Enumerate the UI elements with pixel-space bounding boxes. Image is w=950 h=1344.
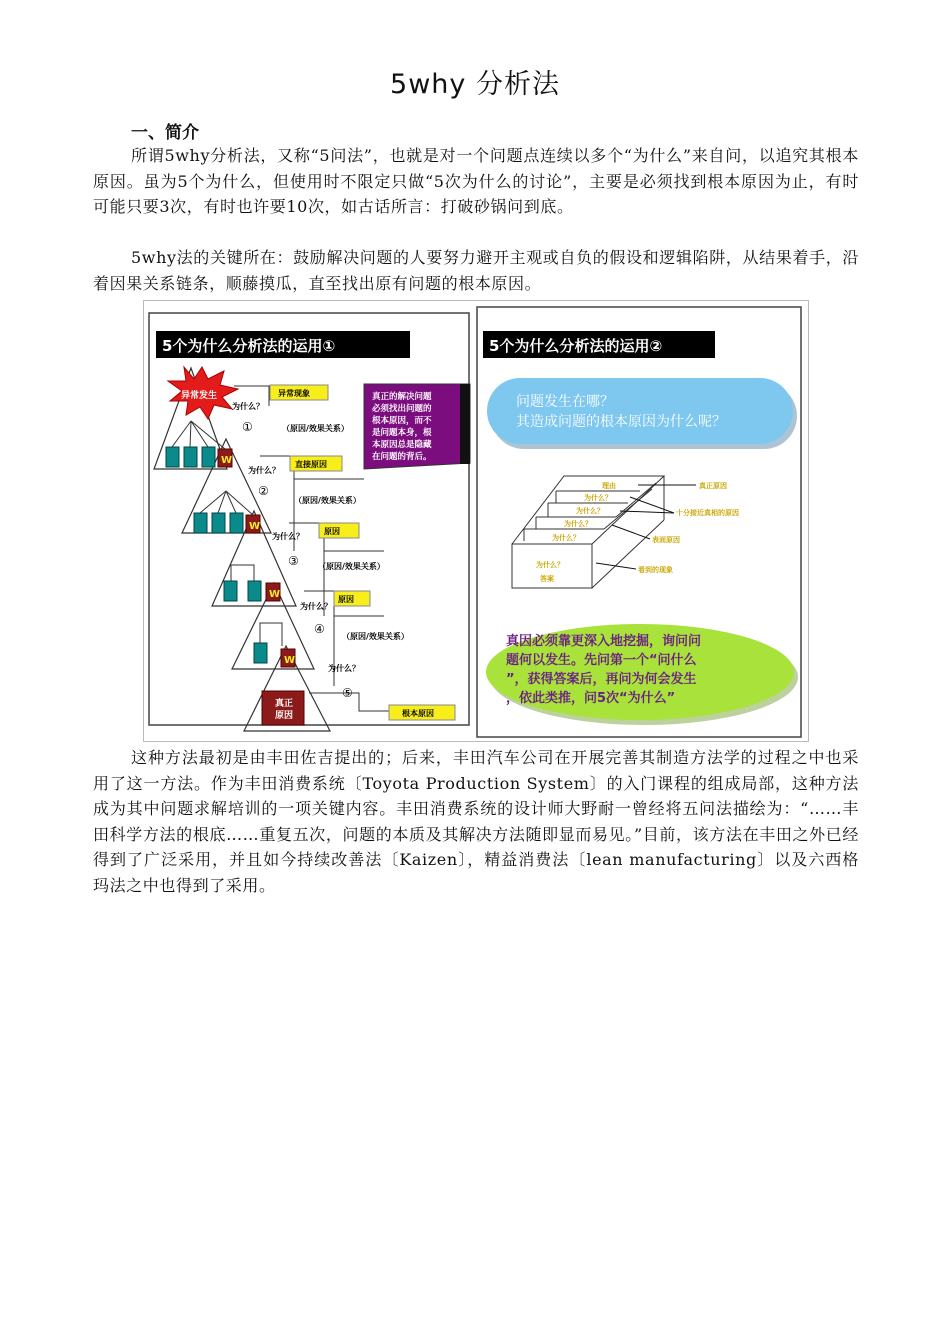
svg-text:根本原因: 根本原因 [402,709,434,718]
svg-text:在问题的背后。: 在问题的背后。 [372,452,432,462]
svg-text:其造成问题的根本原因为什么呢？: 其造成问题的根本原因为什么呢？ [516,414,726,430]
svg-text:问题发生在哪？: 问题发生在哪？ [516,394,614,410]
svg-text:原因: 原因 [324,527,340,536]
svg-text:（原因/效果关系）: （原因/效果关系） [282,424,349,433]
svg-text:根本原因，而不: 根本原因，而不 [372,416,432,426]
page-title: 5why 分析法 [390,69,560,100]
svg-text:十分接近真相的原因: 十分接近真相的原因 [676,509,739,517]
question-cloud [487,378,793,444]
svg-text:题何以发生。先问第一个“问什么: 题何以发生。先问第一个“问什么 [506,653,697,668]
svg-text:W: W [249,521,261,532]
svg-text:为什么？: 为什么？ [328,664,360,673]
right-title: 5个为什么分析法的运用② [489,337,663,355]
paragraph-history: 这种方法最初是由丰田佐吉提出的；后来，丰田汽车公司在开展完善其制造方法学的过程之中也采用了这一方法。作为丰田消费系统〔Toyota Production System〕的入门课程的组成局部，这种方法成为其中问题求解培训的一项关键内容。丰田消费系统的设计师大野耐一曾经将五问法描绘为：“……丰田科学方法的根底……重复五次，问题的本质及其解决方法随即显而易见。”目前，该方法在丰田之外已经得到了广泛采用，并且如今持续改善法〔Kaizen〕，精益消费法〔lean manufacturing〕以及六西格玛法之中也得到了采用。 [93,748,859,895]
section-heading: 一、简介 [131,123,199,143]
svg-text:直接原因: 直接原因 [295,460,327,469]
svg-text:①: ① [242,420,253,434]
svg-text:为什么？: 为什么？ [232,402,264,411]
svg-text:答案: 答案 [540,575,554,583]
svg-text:真正原因: 真正原因 [699,482,727,490]
svg-text:W: W [284,655,296,666]
five-why-figure [143,300,809,742]
svg-text:W: W [221,455,233,466]
svg-text:本原因总是隐藏: 本原因总是隐藏 [372,440,432,450]
svg-text:是问题本身，根: 是问题本身，根 [372,428,432,438]
svg-text:④: ④ [314,622,325,636]
svg-text:为什么？: 为什么？ [536,561,564,569]
svg-text:②: ② [258,484,269,498]
svg-text:W: W [269,589,281,600]
svg-text:⑤: ⑤ [342,686,353,700]
svg-text:原因: 原因 [338,595,354,604]
paragraph-key: 5why法的关键所在：鼓励解决问题的人要努力避开主观或自负的假设和逻辑陷阱，从结果着手，沿着因果关系链条，顺藤摸瓜，直至找出原有问题的根本原因。 [93,248,859,293]
svg-text:为什么？: 为什么？ [564,520,592,528]
svg-text:”，获得答案后，再问为何会发生: ”，获得答案后，再问为何会发生 [506,672,697,687]
svg-text:为什么？: 为什么？ [576,507,604,515]
svg-text:为什么？: 为什么？ [552,534,580,542]
svg-text:为什么？: 为什么？ [248,466,280,475]
burst-label: 异常发生 [181,391,218,401]
paragraph-intro: 所谓5why分析法，又称“5问法”，也就是对一个问题点连续以多个“为什么”来自问，以追究其根本原因。虽为5个为什么，但使用时不限定只做“5次为什么的讨论”，主要是必须找到根本原因为止，有时可能只要3次，有时也许要10次，如古话所言：打破砂锅问到底。 [93,146,859,217]
svg-text:（原因/效果关系）: （原因/效果关系） [318,562,385,571]
svg-text:（原因/效果关系）: （原因/效果关系） [294,496,361,505]
svg-text:为什么？: 为什么？ [272,532,304,541]
svg-text:为什么？: 为什么？ [584,494,612,502]
svg-text:表面原因: 表面原因 [652,536,680,544]
svg-text:原因: 原因 [275,711,294,721]
svg-text:，依此类推，问5次“为什么”: ，依此类推，问5次“为什么” [506,691,676,706]
svg-text:（原因/效果关系）: （原因/效果关系） [342,632,409,641]
svg-text:真正的解决问题: 真正的解决问题 [372,392,432,402]
svg-text:异常现象: 异常现象 [278,389,310,398]
svg-text:必须找出问题的: 必须找出问题的 [372,404,432,414]
left-title: 5个为什么分析法的运用① [162,337,336,355]
svg-text:为什么？: 为什么？ [300,602,332,611]
svg-text:理由: 理由 [602,482,616,490]
svg-text:看到的现象: 看到的现象 [638,566,673,574]
svg-text:③: ③ [288,554,299,568]
svg-text:真因必须靠更深入地挖掘，询问问: 真因必须靠更深入地挖掘，询问问 [506,634,702,649]
svg-text:真正: 真正 [275,699,294,709]
